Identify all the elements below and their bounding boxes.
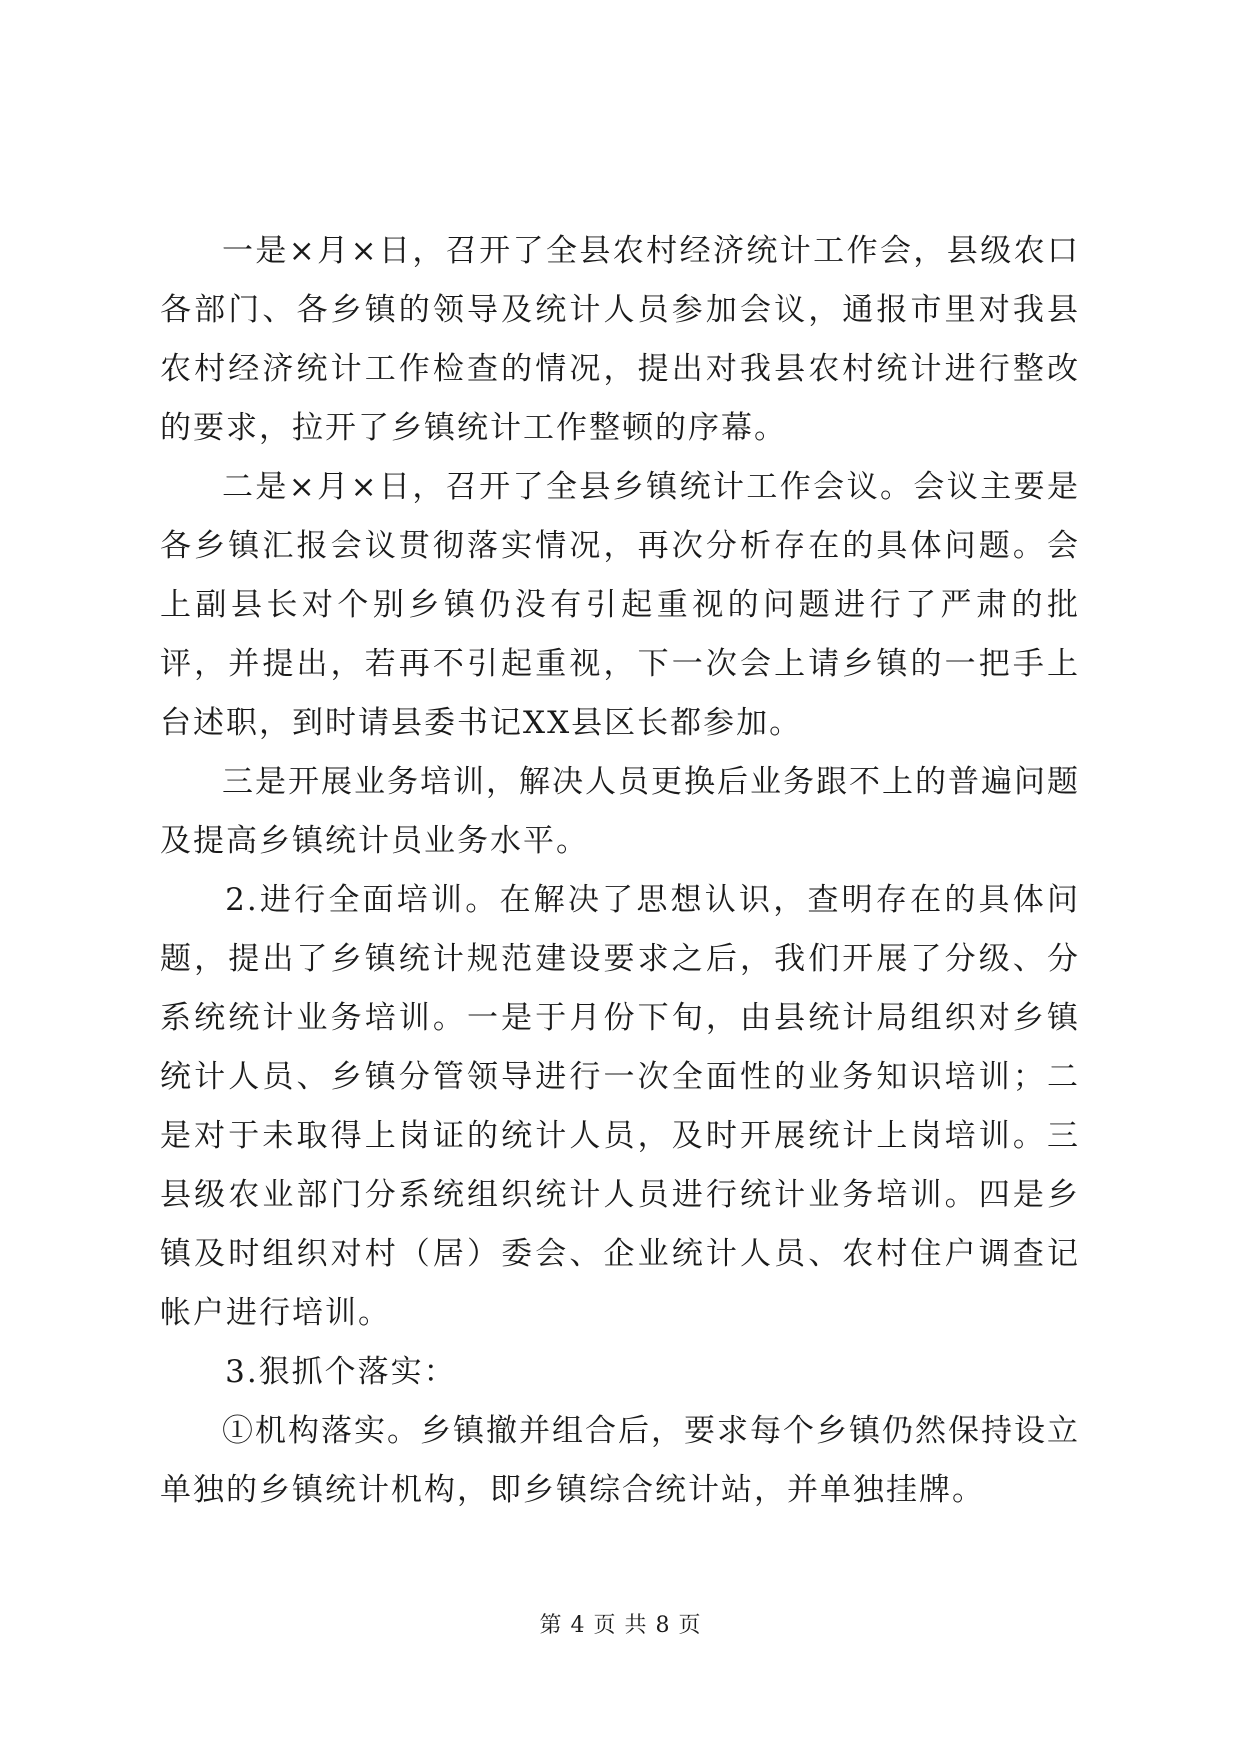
page-number-footer: 第 4 页 共 8 页 — [539, 1613, 702, 1638]
paragraph-1: 一是×月×日，召开了全县农村经济统计工作会，县级农口各部门、各乡镇的领导及统计人员参加会议，通报市里对我县农村经济统计工作检查的情况，提出对我县农村统计进行整改的要求，拉开了乡镇统计工作整顿的序幕。 — [160, 233, 1080, 446]
paragraph-5: 3.狠抓个落实： — [225, 1354, 457, 1390]
paragraph-3: 三是开展业务培训，解决人员更换后业务跟不上的普遍问题及提高乡镇统计员业务水平。 — [160, 764, 1080, 859]
document-body — [160, 222, 1080, 1520]
paragraph-2: 二是×月×日，召开了全县乡镇统计工作会议。会议主要是各乡镇汇报会议贯彻落实情况，再次分析存在的具体问题。会上副县长对个别乡镇仍没有引起重视的问题进行了严肃的批评，并提出，若再不引起重视，下一次会上请乡镇的一把手上台述职，到时请县委书记XX县区长都参加。 — [160, 469, 1080, 741]
paragraph-4: 2.进行全面培训。在解决了思想认识，查明存在的具体问题，提出了乡镇统计规范建设要求之后，我们开展了分级、分系统统计业务培训。一是于月份下旬，由县统计局组织对乡镇统计人员、乡镇分管领导进行一次全面性的业务知识培训；二是对于未取得上岗证的统计人员，及时开展统计上岗培训。三县级农业部门分系统组织统计人员进行统计业务培训。四是乡镇及时组织对村（居）委会、企业统计人员、农村住户调查记帐户进行培训。 — [160, 882, 1080, 1331]
paragraph-6: ①机构落实。乡镇撤并组合后，要求每个乡镇仍然保持设立单独的乡镇统计机构，即乡镇综合统计站，并单独挂牌。 — [160, 1413, 1080, 1508]
